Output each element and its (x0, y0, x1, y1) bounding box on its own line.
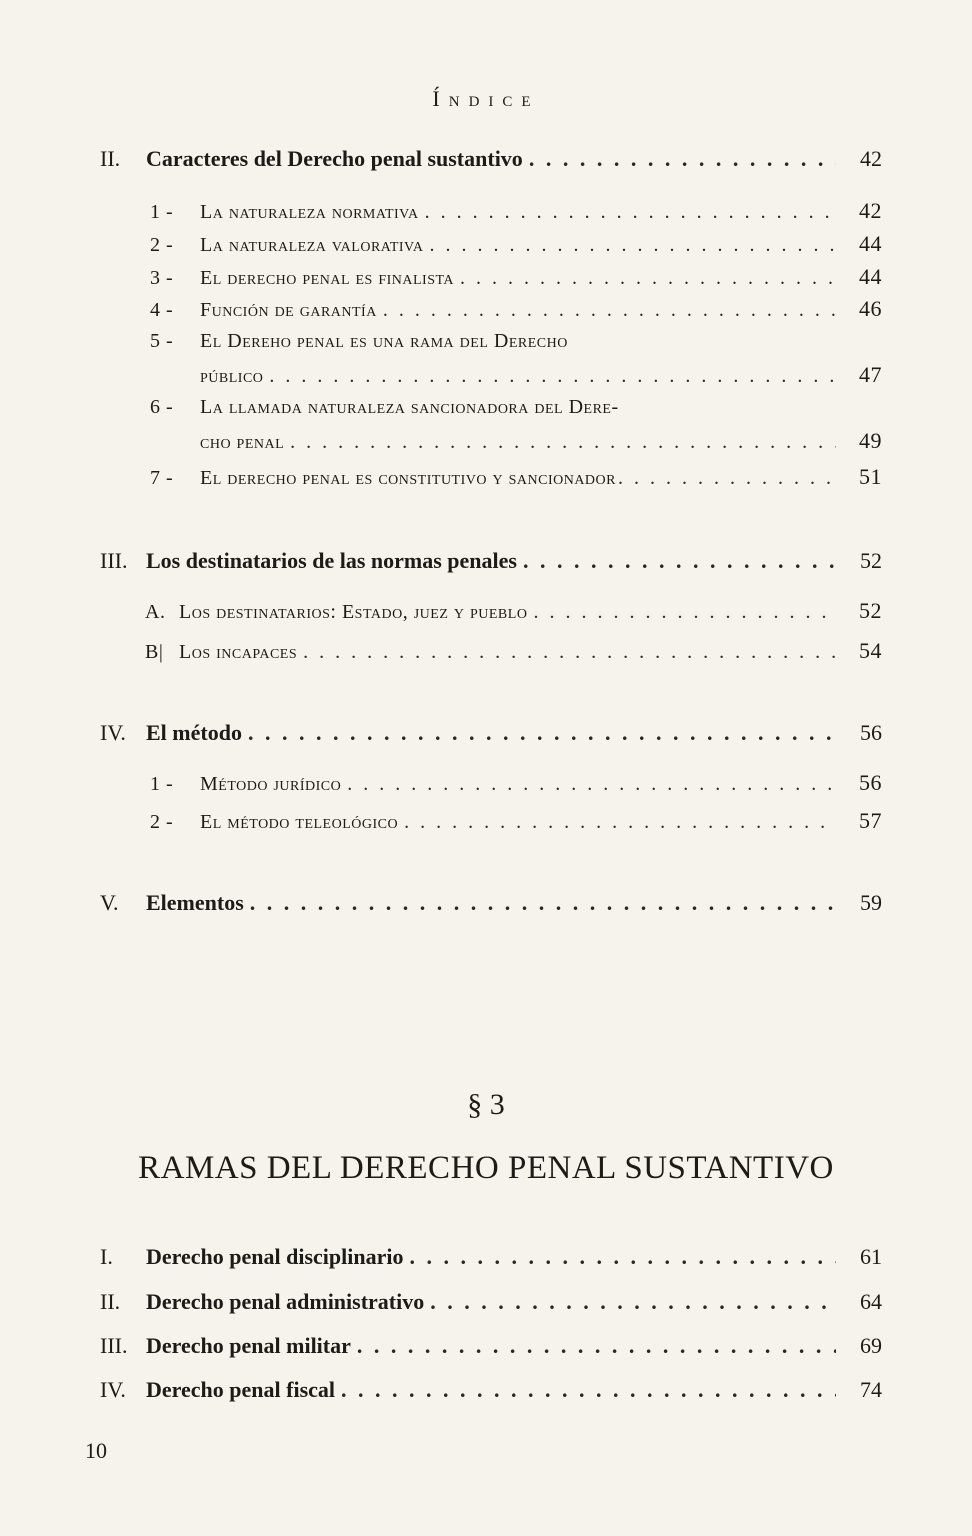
leader-dots (290, 431, 836, 454)
item-number: 2 - (150, 811, 174, 833)
leader-dots (523, 548, 836, 574)
toc-item-first-line (150, 330, 830, 353)
leader-dots (460, 267, 836, 290)
toc-item-continuation (200, 362, 882, 388)
toc-item (150, 464, 882, 490)
leader-dots (269, 365, 836, 388)
section-number: III. (100, 548, 128, 573)
item-title: La naturaleza valorativa (200, 234, 424, 256)
item-title: La naturaleza normativa (200, 201, 419, 223)
toc-item (145, 598, 882, 624)
item-title: El método teleológico (200, 811, 399, 833)
toc-part-section (100, 1333, 882, 1359)
toc-item (145, 638, 882, 664)
section-number: IV. (100, 720, 126, 745)
toc-item (150, 198, 882, 224)
item-number: 4 - (150, 299, 174, 321)
item-number: 2 - (150, 234, 174, 256)
item-title: El derecho penal es constitutivo y sancionador (200, 467, 616, 489)
page-ref: 44 (859, 264, 882, 289)
toc-part-section (100, 1289, 882, 1315)
section-number: V. (100, 890, 119, 915)
item-title: El derecho penal es finalista (200, 267, 455, 289)
toc-item (150, 770, 882, 796)
running-header: Índice (432, 86, 540, 111)
leader-dots (404, 811, 836, 834)
section-title: Derecho penal fiscal (146, 1377, 336, 1402)
toc-section-iii (100, 548, 882, 574)
item-number: 1 - (150, 773, 174, 795)
toc-part-section (100, 1377, 882, 1403)
toc-item (150, 808, 882, 834)
item-title: Los destinatarios: Estado, juez y pueblo (179, 601, 528, 623)
page-ref: 42 (860, 146, 882, 171)
leader-dots (618, 467, 840, 490)
toc-section-v (100, 890, 882, 916)
leader-dots (529, 146, 836, 172)
item-number: 6 - (150, 396, 174, 418)
item-title: Método jurídico (200, 773, 342, 795)
leader-dots (357, 1333, 836, 1359)
page-ref: 46 (859, 296, 882, 321)
leader-dots (425, 201, 836, 224)
leader-dots (347, 773, 836, 796)
section-title: El método (146, 720, 242, 745)
page-ref: 42 (859, 198, 882, 223)
toc-item (150, 296, 882, 322)
page-ref: 51 (859, 464, 882, 489)
item-number: 1 - (150, 201, 174, 223)
item-title-line: La llamada naturaleza sancionadora del Dere- (200, 396, 619, 418)
page-ref: 61 (860, 1244, 882, 1269)
page-ref: 64 (860, 1289, 882, 1314)
section-title: Derecho penal disciplinario (146, 1244, 404, 1269)
page-ref: 44 (859, 231, 882, 256)
section-number: II. (100, 146, 121, 171)
item-number: B| (145, 641, 164, 663)
toc-section-ii (100, 146, 882, 172)
page-ref: 74 (860, 1377, 882, 1402)
section-title: Derecho penal administrativo (146, 1289, 425, 1314)
leader-dots (248, 720, 836, 746)
part-symbol: § 3 (467, 1088, 505, 1121)
section-number: III. (100, 1333, 128, 1358)
page-ref: 47 (859, 362, 882, 387)
page-ref: 54 (859, 638, 882, 663)
item-title-line: El Dereho penal es una rama del Derecho (200, 330, 568, 352)
section-title: Los destinatarios de las normas penales (146, 548, 517, 573)
page-ref: 56 (860, 720, 882, 745)
toc-item-continuation (200, 428, 882, 454)
page-ref: 49 (859, 428, 882, 453)
leader-dots (533, 601, 836, 624)
leader-dots (383, 299, 836, 322)
toc-item (150, 264, 882, 290)
item-number: 3 - (150, 267, 174, 289)
leader-dots (303, 641, 836, 664)
toc-part-section (100, 1244, 882, 1270)
section-title: Elementos (146, 890, 244, 915)
item-title: Los incapaces (179, 641, 298, 663)
section-title: Derecho penal militar (146, 1333, 351, 1358)
leader-dots (250, 890, 836, 916)
item-title: cho penal (200, 431, 285, 453)
page-ref: 52 (859, 598, 882, 623)
leader-dots (429, 234, 836, 257)
item-title: público (200, 365, 264, 387)
toc-item-first-line (150, 396, 830, 419)
page-ref: 52 (860, 548, 882, 573)
section-number: I. (100, 1244, 113, 1269)
item-number: 7 - (150, 467, 174, 489)
page-number: 10 (85, 1438, 107, 1463)
leader-dots (341, 1377, 836, 1403)
page-ref: 57 (859, 808, 882, 833)
toc-item (150, 231, 882, 257)
page-ref: 59 (860, 890, 882, 915)
section-number: II. (100, 1289, 121, 1314)
page-ref: 69 (860, 1333, 882, 1358)
part-title: RAMAS DEL DERECHO PENAL SUSTANTIVO (138, 1150, 834, 1186)
item-number: 5 - (150, 330, 174, 352)
leader-dots (430, 1289, 836, 1315)
page-ref: 56 (859, 770, 882, 795)
section-number: IV. (100, 1377, 126, 1402)
item-number: A. (145, 601, 166, 623)
toc-section-iv (100, 720, 882, 746)
section-title: Caracteres del Derecho penal sustantivo (146, 146, 523, 171)
item-title: Función de garantía (200, 299, 377, 321)
leader-dots (410, 1244, 837, 1270)
